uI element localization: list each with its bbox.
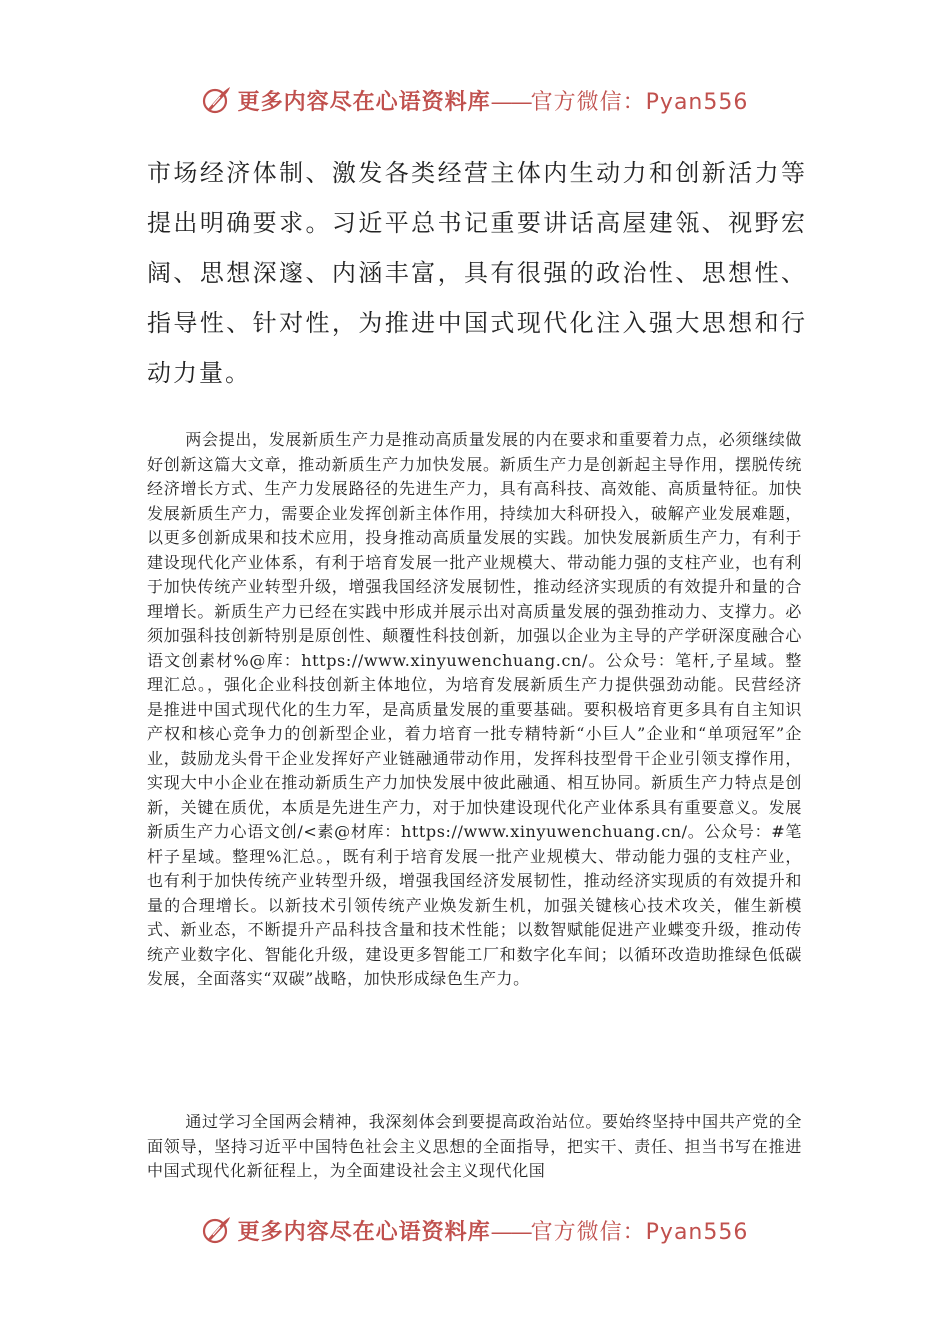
quill-logo-icon <box>202 1215 232 1245</box>
banner-text <box>238 1215 749 1246</box>
banner-main-text: 更多内容尽在心语资料库 <box>237 1218 491 1245</box>
banner-wechat-id: Pyan556 <box>645 89 749 115</box>
banner-sub-text: 官方微信： <box>530 89 646 115</box>
banner-sub-text: 官方微信： <box>530 1219 646 1245</box>
banner-main-text: 更多内容尽在心语资料库 <box>237 88 491 115</box>
footer-banner <box>0 1210 950 1250</box>
banner-wechat-id: Pyan556 <box>645 1219 749 1245</box>
header-banner <box>0 80 950 120</box>
body-paragraph: 两会提出，发展新质生产力是推动高质量发展的内在要求和重要着力点，必须继续做好创新这篇大文章，推动新质生产力加快发展。新质生产力是创新起主导作用，摆脱传统经济增长方式、生产力发展路径的先进生产力，具有高科技、高效能、高质量特征。加快发展新质生产力，需要企业发挥创新主体作用，持续加大科研投入，破解产业发展难题，以更多创新成果和技术应用，投身推动高质量发展的实践。加快发展新质生产力，有利于建设现代化产业体系，有利于培育发展一批产业规模大、带动能力强的支柱产业，也有利于加快传统产业转型升级，增强我国经济发展韧性，推动经济实现质的有效提升和量的合理增长。新质生产力已经在实践中形成并展示出对高质量发展的强劲推动力、支撑力。必须加强科技创新特别是原创性、颠覆性科技创新，加强以企业为主导的产学研深度融合心语文创素材%@库：https://www.xinyuwenchuang.cn/。公众号：笔杆,子星域。整理汇总。，强化企业科技创新主体地位，为培育发展新质生产力提供强劲动能。民营经济是推进中国式现代化的生力军，是高质量发展的重要基础。要积极培育更多具有自主知识产权和核心竞争力的创新型企业，着力培育一批专精特新“小巨人”企业和“单项冠军”企业，鼓励龙头骨干企业发挥好产业链融通带动作用，发挥科技型骨干企业引领支撑作用，实现大中小企业在推动新质生产力加快发展中彼此融通、相互协同。新质生产力特点是创新，关键在质优，本质是先进生产力，对于加快建设现代化产业体系具有重要意义。发展新质生产力心语文创/<素@材库：https://www.xinyuwenchuang.cn/。公众号：#笔杆子星域。整理%汇总。，既有利于培育发展一批产业规模大、带动能力强的支柱产业，也有利于加快传统产业转型升级，增强我国经济发展韧性，推动经济实现质的有效提升和量的合理增长。以新技术引领传统产业焕发新生机，加强关键核心技术攻关，催生新模式、新业态，不断提升产品科技含量和技术性能；以数智赋能促进产业蝶变升级，推动传统产业数字化、智能化升级，建设更多智能工厂和数字化车间；以循环改造助推绿色低碳发展，全面落实“双碳”战略，加快形成绿色生产力。 <box>147 430 802 988</box>
lead-paragraph: 市场经济体制、激发各类经营主体内生动力和创新活力等提出明确要求。习近平总书记重要讲话高屋建瓴、视野宏阔、思想深邃、内涵丰富，具有很强的政治性、思想性、指导性、针对性，为推进中国式现代化注入强大思想和行动力量。 <box>147 159 807 387</box>
banner-text <box>238 85 749 116</box>
banner-dash: —— <box>490 1219 531 1245</box>
quill-logo-icon <box>202 85 232 115</box>
body-paragraph: 通过学习全国两会精神，我深刻体会到要提高政治站位。要始终坚持中国共产党的全面领导，坚持习近平中国特色社会主义思想的全面指导，把实干、责任、担当书写在推进中国式现代化新征程上，为全面建设社会主义现代化国 <box>147 1112 802 1180</box>
banner-dash: —— <box>490 89 531 115</box>
